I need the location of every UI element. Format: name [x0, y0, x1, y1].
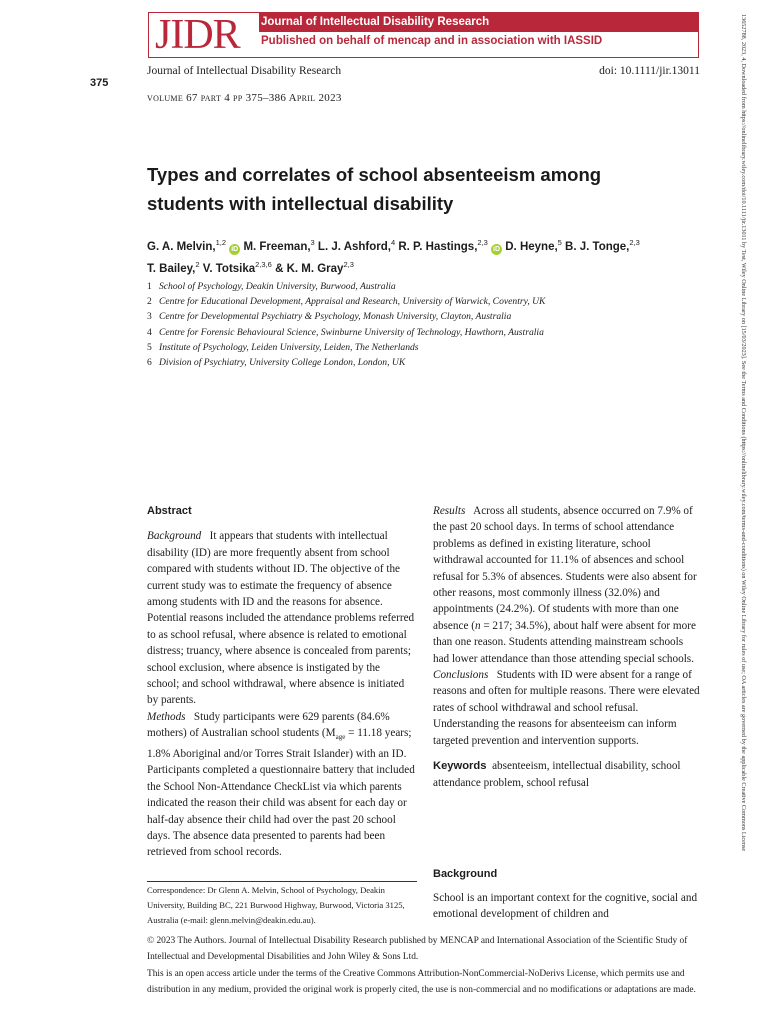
page-number: 375	[90, 77, 109, 89]
section-text-background: School is an important context for the cognitive, social and emotional development of children and	[433, 892, 698, 921]
author-name: R. P. Hastings,	[398, 240, 478, 253]
doi: doi: 10.1111/jir.13011	[599, 65, 700, 77]
abstract-column-right	[433, 503, 701, 791]
author-affiliation-sup: 5	[557, 238, 562, 247]
affiliations	[147, 279, 545, 370]
author-list	[147, 234, 707, 278]
affiliation-item: 5 Institute of Psychology, Leiden University, Leiden, The Netherlands	[147, 341, 419, 353]
abstract-results: Results Across all students, absence occurred on 7.9% of the past 20 school days. In terms of school attendance problems as defined in existing literature, school withdrawal accounted for 11.1% of absences and school refusal for 5.3% of absences. Students were also absent for other reasons, most commonly illness (32.0%) and appointments (24.2%). Of students with more than one absence (n = 217; 34.5%), about half were absent for more than one reason. Students attending mainstream schools had lower attendance than those attending special schools.	[433, 505, 697, 665]
label-methods: Methods	[147, 710, 186, 723]
journal-name: Journal of Intellectual Disability Research	[147, 65, 342, 77]
author-name: D. Heyne,	[505, 240, 558, 253]
author-name: B. J. Tonge,	[565, 240, 630, 253]
orcid-icon[interactable]: iD	[493, 245, 501, 253]
journal-logo	[148, 12, 699, 58]
affiliation-item: 4 Centre for Forensic Behavioural Science, Swinburne University of Technology, Hawthorn, Australia	[147, 326, 544, 338]
label-keywords: Keywords	[433, 760, 487, 773]
author-name: M. Freeman,	[243, 240, 311, 253]
author-affiliation-sup: 2,3	[629, 238, 640, 247]
author-affiliation-sup: 2	[195, 259, 200, 269]
correspondence: Correspondence: Dr Glenn A. Melvin, School of Psychology, Deakin University, Building BC, 221 Burwood Highway, Burwood, Victoria 3125, Australia (e-mail: glenn.melvin@deakin.edu.au).	[147, 881, 417, 928]
author-affiliation-sup: 4	[390, 238, 396, 247]
label-conclusions: Conclusions	[433, 669, 489, 682]
copyright-notice: © 2023 The Authors. Journal of Intellectual Disability Research published by MENCAP and International Association of the Scientific Study of Intellectual and Developmental Disabilities and John Wiley & Sons Ltd.	[147, 936, 688, 963]
author-affiliation-sup: 2,3	[477, 238, 488, 247]
author-affiliation-sup: 1,2	[215, 238, 227, 247]
author-affiliation-sup: 2,3,6	[255, 259, 272, 269]
author-affiliation-sup: 2,3	[343, 259, 354, 269]
abstract-conclusions: Conclusions Students with ID were absent for a range of reasons and often for multiple reasons. There were elevated rates of school withdrawal and school refusal. Understanding the reasons for absenteeism can inform targeted prevention and intervention supports.	[433, 669, 700, 747]
download-sidebar-text: 13652788, 2023, 4, Downloaded from https://onlinelibrary.wiley.com/doi/10.1111/jir.13011 by Test, Wiley Online Library on [15/03/2023]. See the Terms and Conditions (https://onlinelibrary.wiley.com/terms-and-conditions) on Wiley Online Library for rules of use; OA articles are governed by the applicable Creative Commons License	[740, 14, 747, 852]
article-title: Types and correlates of school absenteeism among students with intellectual disability	[147, 164, 602, 214]
abstract-column-left	[147, 503, 415, 861]
affiliation-item: 3 Centre for Developmental Psychiatry & Psychology, Monash University, Clayton, Australia	[147, 311, 512, 323]
label-results: Results	[433, 505, 466, 517]
journal-banner: Journal of Intellectual Disability Research	[259, 13, 699, 32]
affiliation-item: 1 School of Psychology, Deakin University, Burwood, Australia	[147, 281, 396, 292]
keywords: Keywords absenteeism, intellectual disability, school attendance problem, school refusal	[433, 760, 681, 789]
author-name: V. Totsika	[202, 262, 256, 275]
author-name: G. A. Melvin,	[147, 240, 216, 253]
abstract-methods: Methods Study participants were 629 parents (84.6% mothers) of Australian school students ($M_{age} = 11.18$ years; 1.8% Aboriginal and/or Torres Strait Islander) with an ID. Participants completed a questionnaire battery that included the School Non-Attendance CheckList via which parents indicated the reason their child was absent for each day or half-day absence their child had over the past 20 school days. The absence data presented to parents had been retrieved from school records.	[147, 710, 415, 859]
author-name: T. Bailey,	[147, 262, 196, 275]
affiliation-item: 2 Centre for Educational Development, Appraisal and Research, University of Warwick, Coventry, UK	[147, 296, 546, 308]
publisher-line: Published on behalf of mencap and in association with IASSID	[261, 35, 603, 47]
label-background: Background	[147, 530, 202, 543]
section-heading-background: Background	[433, 868, 498, 880]
logo-wordmark: JIDR	[155, 12, 240, 58]
license-footer	[147, 933, 707, 999]
abstract-background: Background It appears that students with intellectual disability (ID) are more frequently absent from school compared with students without ID. The objective of the current study was to estimate the frequency of absence among students with ID and the reasons for absence. Potential reasons included the attendance problems referred to as school refusal, where absence is related to emotional distress; truancy, where absence is concealed from parents; school exclusion, where absence is instigated by the school; and school withdrawal, where absence is initiated by parents.	[147, 530, 415, 707]
volume-line: volume 67 part 4 pp 375–386 April 2023	[147, 92, 342, 104]
affiliation-item: 6 Division of Psychiatry, University College London, London, UK	[147, 357, 406, 369]
abstract-heading: Abstract	[147, 505, 192, 517]
orcid-icon[interactable]: iD	[231, 245, 239, 253]
author-affiliation-sup: 3	[310, 238, 315, 247]
author-name: L. J. Ashford,	[317, 240, 391, 253]
author-name: & K. M. Gray	[275, 262, 344, 275]
license-notice: This is an open access article under the terms of the Creative Commons Attribution-NonCommercial-NoDerivs License, which permits use and distribution in any medium, provided the original work is properly cited, the use is non-commercial and no modifications or adaptations are made.	[147, 968, 696, 996]
